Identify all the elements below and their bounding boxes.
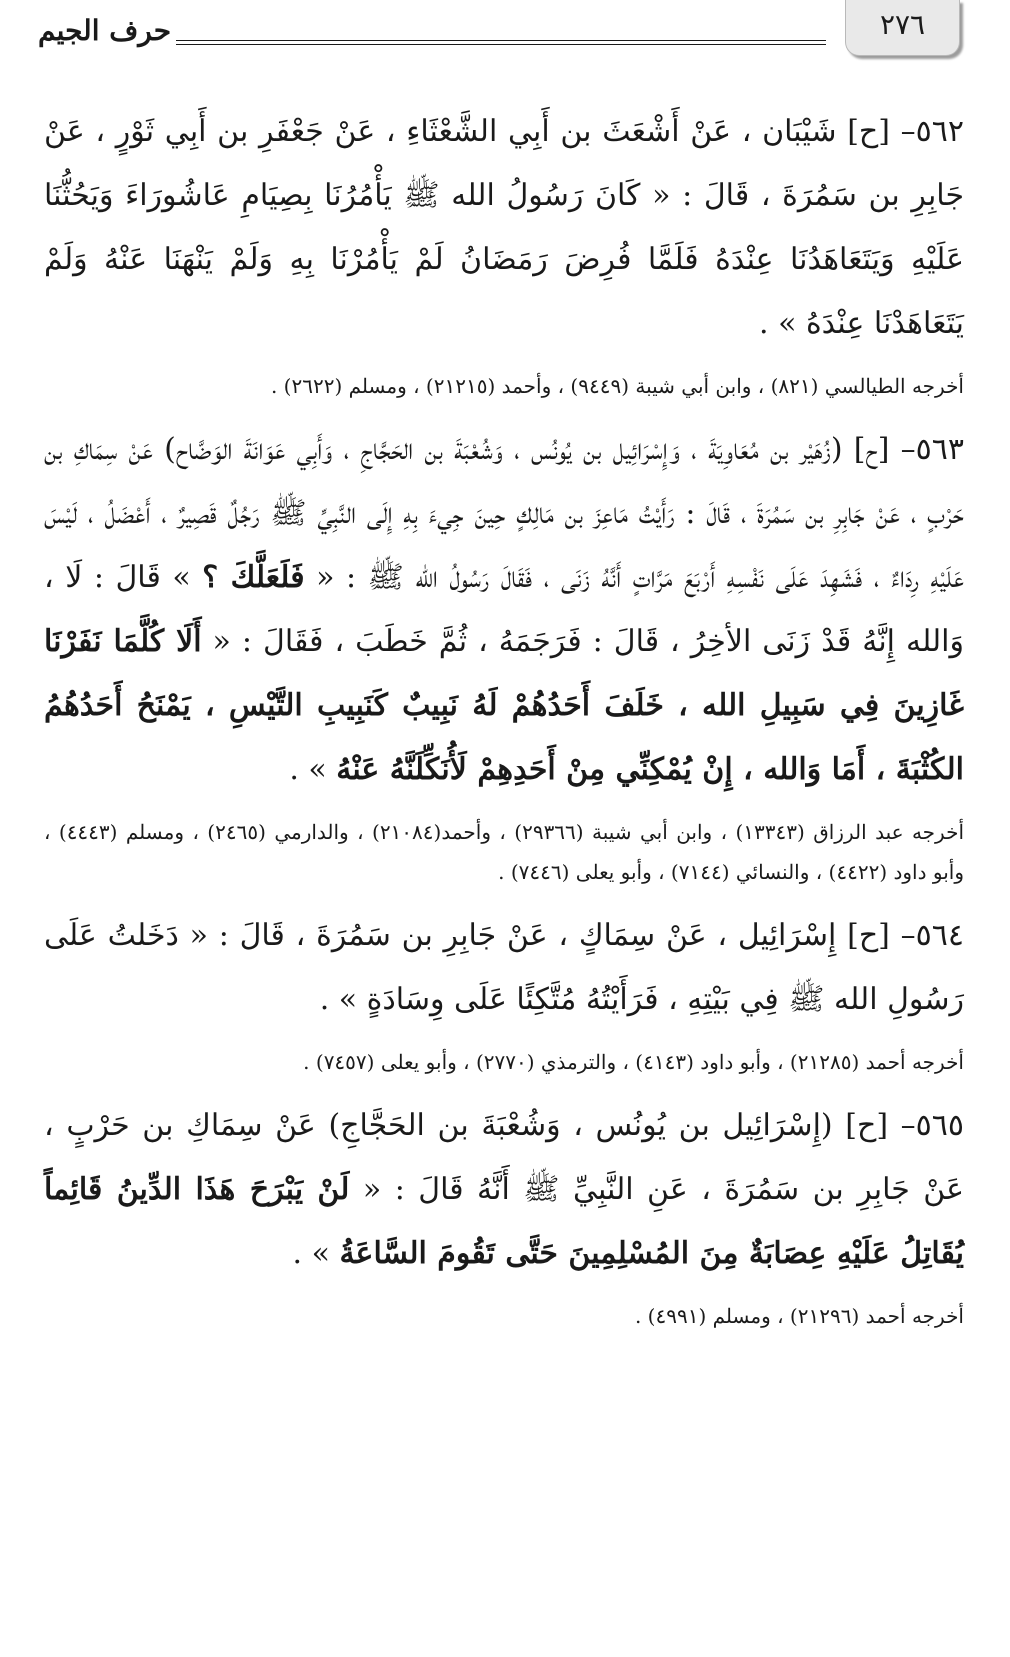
hadith-entry	[44, 100, 964, 406]
hadith-entry	[44, 418, 964, 892]
takhrij-note: أخرجه عبد الرزاق (١٣٣٤٣) ، وابن أبي شيبة (٢٩٣٦٦) ، وأحمد(٢١٠٨٤) ، والدارمي (٢٤٦٥) ، ومسلم (٤٤٤٣) ، وأبو داود (٤٤٢٢) ، والنسائي (٧١٤٤) ، وأبو يعلى (٧٤٤٦) .	[44, 820, 964, 884]
page-content	[44, 100, 964, 1348]
takhrij-note: أخرجه أحمد (٢١٢٩٦) ، ومسلم (٤٩٩١) .	[634, 1304, 964, 1328]
hadith-text-before: – [ح] شَيْبَان ، عَنْ أَشْعَثَ بن أَبِي الشَّعْثَاءِ ، عَنْ جَعْفَرِ بن أَبِي ثَوْرٍ ، عَنْ جَابِرِ بن سَمُرَةَ ، قَالَ : « كَانَ رَسُولُ الله ﷺ يَأْمُرُنَا بِصِيَامِ عَاشُورَاءَ وَيَحُثُّنَا عَلَيْهِ وَيَتَعَاهَدُنَا عِنْدَهُ فَلَمَّا فُرِضَ رَمَضَانُ لَمْ يَأْمُرْنَا بِهِ وَلَمْ يَنْهَنَا عَنْهُ وَلَمْ يَتَعَاهَدْنَا عِنْدَهُ » .	[44, 114, 964, 341]
hadith-number: ٥٦٢	[915, 114, 964, 149]
hadith-number: ٥٦٥	[915, 1108, 964, 1143]
chapter-title: حرف الجيم	[38, 14, 171, 47]
page-number-tab	[845, 0, 960, 56]
page-number: ٢٧٦	[879, 8, 926, 41]
hadith-text-before: – [ح] إِسْرَائِيل ، عَنْ سِمَاكٍ ، عَنْ جَابِرِ بن سَمُرَةَ ، قَالَ : « دَخَلتُ عَلَى رَسُولِ الله ﷺ فِي بَيْتِهِ ، فَرَأَيْتُهُ مُتَّكِئًا عَلَى وِسَادَةٍ » .	[44, 918, 964, 1017]
hadith-number: ٥٦٤	[915, 918, 964, 953]
hadith-text	[44, 904, 964, 1032]
hadith-text-before: – [ح] (زُهَيْر بن مُعَاوِيَةَ ، وَإِسْرَائِيل بن يُونُس ، وَشُعْبَةَ بن الحَجَّاجِ ، وَأَبِي عَوَانَةَ الوَضَّاح) عَنْ سِمَاكِ بن حَرْبٍ ، عَنْ جَابِرِ بن سَمُرَةَ ، قَالَ : رَأَيْتُ مَاعِزَ بن مَالِكٍ حِينَ جِيءَ بِهِ إِلَى النَّبِيِّ ﷺ رَجُلٌ قَصِيرٌ ، أَعْضَلُ ، لَيْسَ عَلَيْهِ رِدَاءٌ ، فَشَهِدَ عَلَى نَفْسِهِ أَرْبَعَ مَرَّاتٍ أَنَّهُ زَنَى ، فَقَالَ رَسُولُ الله ﷺ : «	[44, 432, 964, 595]
hadith-text-middle: » .	[292, 1236, 340, 1271]
hadith-text	[44, 418, 964, 802]
prophetic-quote-bold: أَلَا كُلَّمَا نَفَرْنَا غَازِينَ فِي سَبِيلِ الله ، خَلَفَ أَحَدُهُمْ لَهُ نَبِيبٌ كَنَبِيبِ التَّيْسِ ، يَمْنَحُ أَحَدُهُمُ الكُثْبَةَ ، أَمَا وَالله ، إِنْ يُمْكِنِّي مِنْ أَحَدِهِمْ لَأُنَكِّلَنَّهُ عَنْهُ	[44, 624, 964, 787]
hadith-text	[44, 1094, 964, 1286]
hadith-text	[44, 100, 964, 356]
prophetic-quote-bold: لَنْ يَبْرَحَ هَذَا الدِّينُ قَائِماً يُقَاتِلُ عَلَيْهِ عِصَابَةٌ مِنَ المُسْلِمِينَ حَتَّى تَقُومَ السَّاعَةُ	[44, 1172, 964, 1271]
hadith-text-after: » .	[289, 752, 337, 787]
header-rule	[176, 40, 826, 45]
hadith-number: ٥٦٣	[915, 432, 964, 467]
hadith-text-before: – [ح] (إِسْرَائِيل بن يُونُس ، وَشُعْبَةَ بن الحَجَّاجِ) عَنْ سِمَاكِ بن حَرْبٍ ، عَنْ جَابِرِ بن سَمُرَةَ ، عَنِ النَّبِيِّ ﷺ أَنَّهُ قَالَ : «	[44, 1108, 965, 1207]
hadith-entry	[44, 1094, 964, 1336]
takhrij-note: أخرجه الطيالسي (٨٢١) ، وابن أبي شيبة (٩٤٤٩) ، وأحمد (٢١٢١٥) ، ومسلم (٢٦٢٢) .	[270, 374, 964, 398]
prophetic-quote-bold: فَلَعَلَّكَ ؟	[202, 560, 305, 595]
hadith-entry	[44, 904, 964, 1082]
hadith-text-middle: » قَالَ : لَا ، وَالله إِنَّهُ قَدْ زَنَى الأخِرُ ، قَالَ : فَرَجَمَهُ ، ثُمَّ خَطَبَ ، فَقَالَ : «	[44, 560, 964, 659]
takhrij-note: أخرجه أحمد (٢١٢٨٥) ، وأبو داود (٤١٤٣) ، والترمذي (٢٧٧٠) ، وأبو يعلى (٧٤٥٧) .	[303, 1050, 964, 1074]
